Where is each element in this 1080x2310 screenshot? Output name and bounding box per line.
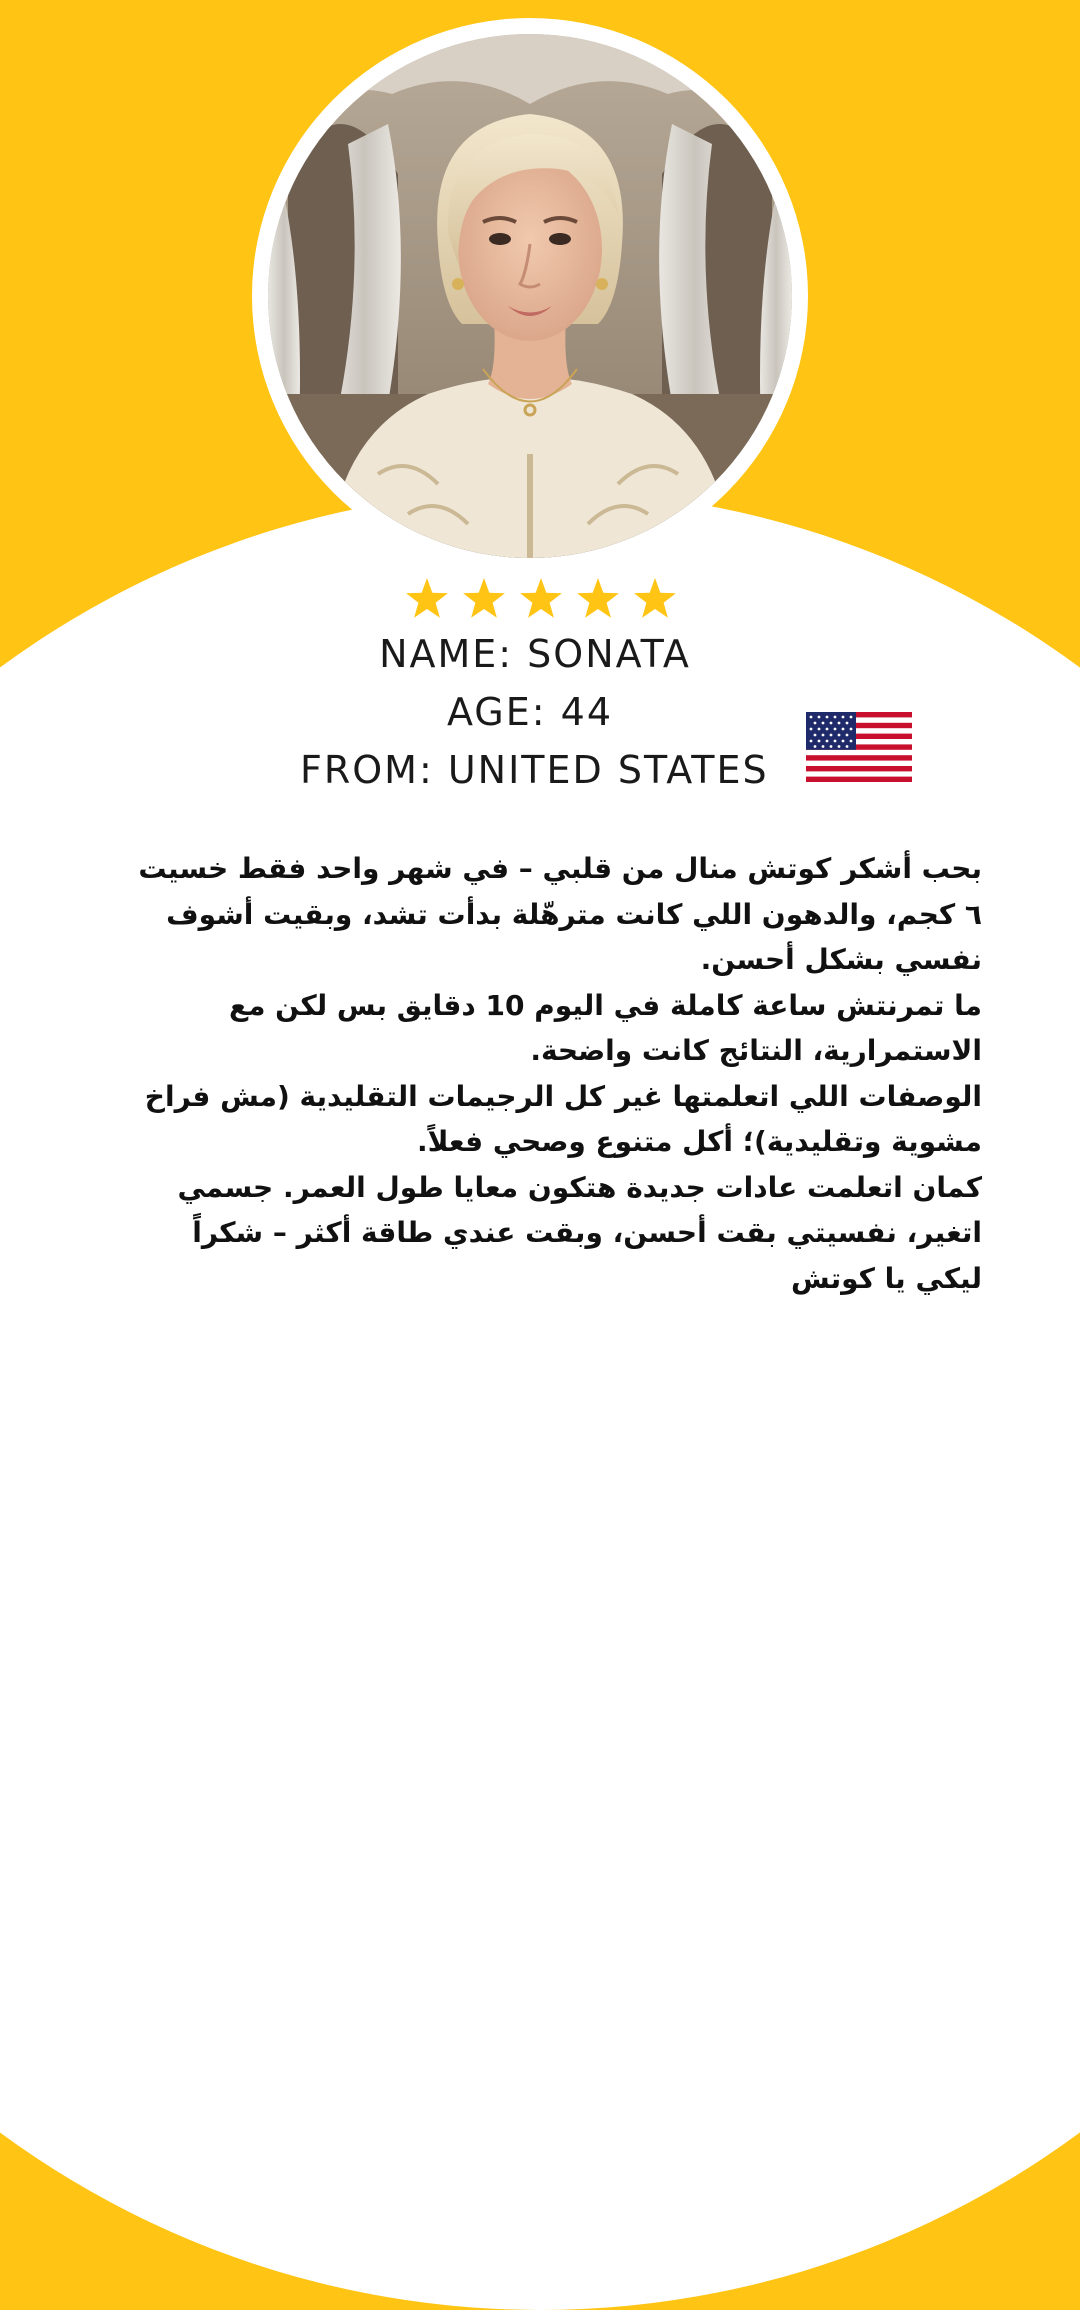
star-icon <box>406 578 448 618</box>
testimonial-paragraph: الوصفات اللي اتعلمتها غير كل الرجيمات التقليدية (مش فراخ مشوية وتقليدية)؛ أكل متنوع وصحي فعلاً. <box>144 1079 982 1158</box>
star-icon <box>577 578 619 618</box>
testimonial-paragraph: ما تمرنتش ساعة كاملة في اليوم 10 دقايق بس لكن مع الاستمرارية، النتائج كانت واضحة. <box>228 988 982 1067</box>
testimonial-text <box>130 846 982 1301</box>
us-flag-icon <box>806 712 912 782</box>
rating-stars <box>404 574 690 624</box>
profile-name: NAME: SONATA <box>379 632 691 676</box>
profile-country: FROM: UNITED STATES <box>300 748 769 792</box>
star-icon <box>520 578 562 618</box>
star-icon <box>634 578 676 618</box>
star-icon <box>463 578 505 618</box>
woman-portrait-illustration <box>268 34 792 558</box>
us-flag-svg <box>806 712 912 782</box>
profile-photo <box>268 34 792 558</box>
rating-stars-svg <box>404 574 690 624</box>
testimonial-paragraph: كمان اتعلمت عادات جديدة هتكون معايا طول العمر. جسمي اتغير، نفسيتي بقت أحسن، وبقت عندي طاقة أكثر – شكراً ليكي يا كوتش <box>177 1170 982 1295</box>
testimonial-paragraph: بحب أشكر كوتش منال من قلبي – في شهر واحد فقط خسيت ٦ كجم، والدهون اللي كانت مترهّلة بدأت تشد، وبقيت أشوف نفسي بشكل أحسن. <box>138 852 982 976</box>
profile-age: AGE: 44 <box>446 690 614 734</box>
